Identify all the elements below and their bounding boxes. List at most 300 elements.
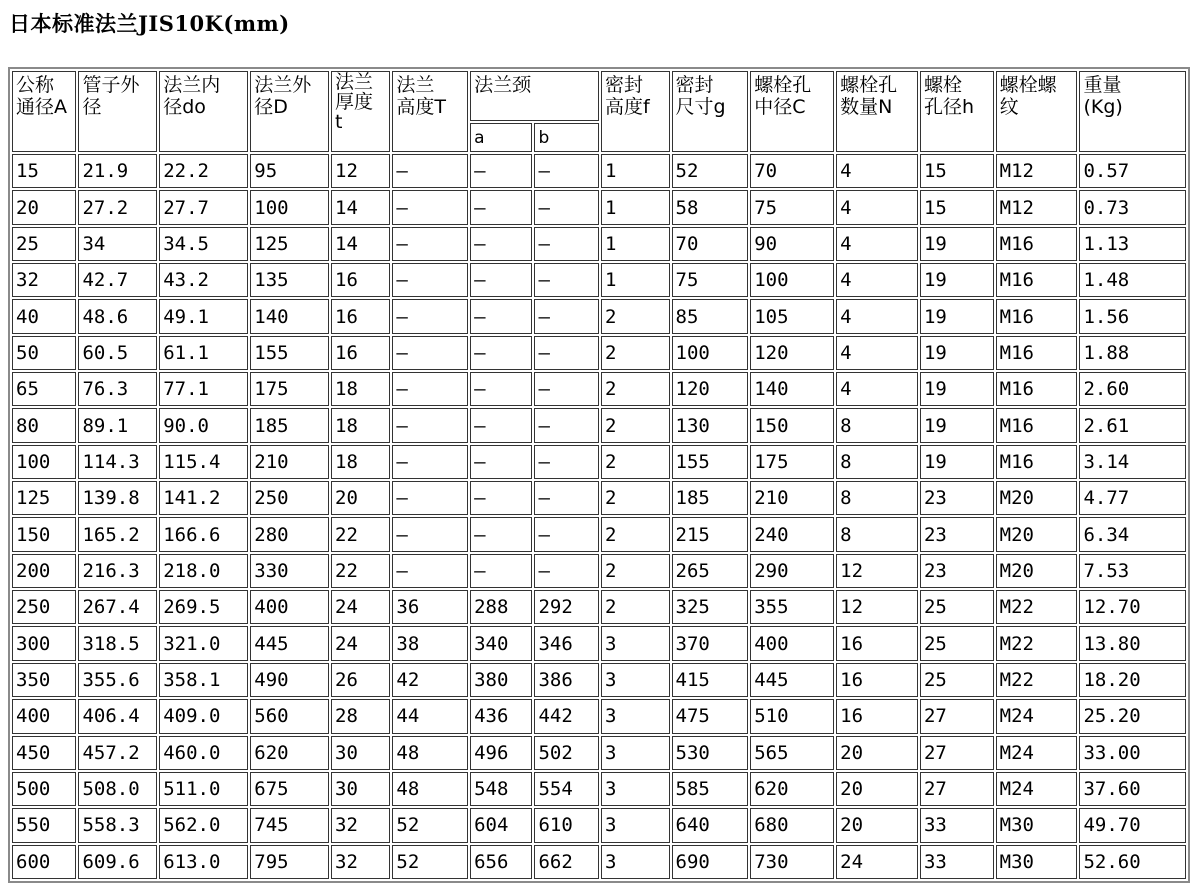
table-cell: – bbox=[470, 372, 532, 406]
table-cell: M16 bbox=[996, 336, 1078, 370]
table-cell: 8 bbox=[836, 517, 918, 551]
table-cell: 24 bbox=[331, 626, 390, 660]
table-cell: 120 bbox=[672, 372, 749, 406]
table-cell: 125 bbox=[250, 227, 329, 261]
table-cell: 20 bbox=[12, 190, 76, 224]
table-cell: 4 bbox=[836, 154, 918, 188]
table-cell: 2.60 bbox=[1079, 372, 1186, 406]
table-cell: 215 bbox=[672, 517, 749, 551]
table-cell: – bbox=[534, 445, 598, 479]
table-cell: 346 bbox=[534, 626, 598, 660]
table-cell: 25 bbox=[920, 590, 994, 624]
table-cell: – bbox=[392, 408, 468, 442]
table-cell: 23 bbox=[920, 517, 994, 551]
table-cell: 2 bbox=[601, 517, 670, 551]
table-cell: 175 bbox=[250, 372, 329, 406]
table-cell: 12 bbox=[331, 154, 390, 188]
table-cell: 548 bbox=[470, 772, 532, 806]
table-cell: 16 bbox=[331, 263, 390, 297]
table-cell: 18 bbox=[331, 408, 390, 442]
table-cell: – bbox=[534, 336, 598, 370]
table-row bbox=[12, 154, 1186, 188]
table-cell: 4 bbox=[836, 372, 918, 406]
table-cell: 44 bbox=[392, 699, 468, 733]
table-cell: – bbox=[534, 408, 598, 442]
table-cell: 4 bbox=[836, 227, 918, 261]
table-cell: 380 bbox=[470, 663, 532, 697]
table-row bbox=[12, 736, 1186, 770]
col-header-seal-height: 密封 高度f bbox=[601, 71, 670, 152]
table-cell: 269.5 bbox=[159, 590, 248, 624]
table-cell: 115.4 bbox=[159, 445, 248, 479]
table-cell: 16 bbox=[836, 699, 918, 733]
table-row bbox=[12, 699, 1186, 733]
table-cell: 562.0 bbox=[159, 808, 248, 842]
table-cell: 100 bbox=[672, 336, 749, 370]
table-cell: – bbox=[392, 517, 468, 551]
table-cell: 100 bbox=[750, 263, 834, 297]
table-row bbox=[12, 227, 1186, 261]
table-cell: 114.3 bbox=[78, 445, 157, 479]
table-row bbox=[12, 554, 1186, 588]
table-cell: 690 bbox=[672, 845, 749, 879]
table-cell: 140 bbox=[750, 372, 834, 406]
table-cell: M16 bbox=[996, 372, 1078, 406]
table-cell: 13.80 bbox=[1079, 626, 1186, 660]
col-header-weight: 重量 (Kg) bbox=[1079, 71, 1186, 152]
table-cell: 640 bbox=[672, 808, 749, 842]
table-cell: 16 bbox=[836, 626, 918, 660]
table-cell: 26 bbox=[331, 663, 390, 697]
table-cell: 16 bbox=[836, 663, 918, 697]
table-cell: 33.00 bbox=[1079, 736, 1186, 770]
col-header-seal-size: 密封 尺寸g bbox=[672, 71, 749, 152]
table-cell: 42.7 bbox=[78, 263, 157, 297]
table-cell: 1.56 bbox=[1079, 299, 1186, 333]
table-cell: 3 bbox=[601, 808, 670, 842]
table-cell: 48 bbox=[392, 736, 468, 770]
table-cell: 450 bbox=[12, 736, 76, 770]
table-cell: – bbox=[470, 336, 532, 370]
table-cell: 90.0 bbox=[159, 408, 248, 442]
table-cell: 370 bbox=[672, 626, 749, 660]
table-cell: 19 bbox=[920, 408, 994, 442]
table-cell: 560 bbox=[250, 699, 329, 733]
col-header-thickness: 法兰 厚度 t bbox=[331, 71, 390, 152]
table-cell: 3 bbox=[601, 845, 670, 879]
table-cell: 1.48 bbox=[1079, 263, 1186, 297]
table-cell: 511.0 bbox=[159, 772, 248, 806]
table-cell: 496 bbox=[470, 736, 532, 770]
table-cell: 745 bbox=[250, 808, 329, 842]
table-cell: 3 bbox=[601, 772, 670, 806]
table-cell: 240 bbox=[750, 517, 834, 551]
table-cell: M16 bbox=[996, 299, 1078, 333]
table-cell: – bbox=[392, 263, 468, 297]
table-cell: 415 bbox=[672, 663, 749, 697]
table-cell: 457.2 bbox=[78, 736, 157, 770]
table-cell: 267.4 bbox=[78, 590, 157, 624]
table-cell: – bbox=[470, 481, 532, 515]
table-cell: 20 bbox=[836, 736, 918, 770]
table-cell: M24 bbox=[996, 699, 1078, 733]
table-cell: M20 bbox=[996, 481, 1078, 515]
table-cell: 12.70 bbox=[1079, 590, 1186, 624]
table-cell: 680 bbox=[750, 808, 834, 842]
table-cell: 105 bbox=[750, 299, 834, 333]
table-cell: 49.1 bbox=[159, 299, 248, 333]
table-cell: – bbox=[470, 263, 532, 297]
table-cell: 2 bbox=[601, 336, 670, 370]
table-cell: 508.0 bbox=[78, 772, 157, 806]
table-cell: 27 bbox=[920, 772, 994, 806]
table-cell: 442 bbox=[534, 699, 598, 733]
table-cell: 175 bbox=[750, 445, 834, 479]
table-cell: – bbox=[534, 154, 598, 188]
table-cell: 554 bbox=[534, 772, 598, 806]
col-header-bolt-hole: 螺栓 孔径h bbox=[920, 71, 994, 152]
table-row bbox=[12, 190, 1186, 224]
table-cell: 358.1 bbox=[159, 663, 248, 697]
table-cell: 2 bbox=[601, 408, 670, 442]
table-cell: 18 bbox=[331, 372, 390, 406]
table-cell: 22 bbox=[331, 517, 390, 551]
table-cell: – bbox=[392, 190, 468, 224]
table-cell: 32 bbox=[12, 263, 76, 297]
table-cell: 2 bbox=[601, 590, 670, 624]
table-cell: 16 bbox=[331, 336, 390, 370]
table-cell: – bbox=[470, 299, 532, 333]
table-cell: 2.61 bbox=[1079, 408, 1186, 442]
table-cell: 585 bbox=[672, 772, 749, 806]
table-cell: 445 bbox=[750, 663, 834, 697]
table-cell: 125 bbox=[12, 481, 76, 515]
table-cell: 565 bbox=[750, 736, 834, 770]
table-cell: 75 bbox=[750, 190, 834, 224]
table-cell: 21.9 bbox=[78, 154, 157, 188]
table-cell: 730 bbox=[750, 845, 834, 879]
table-cell: 3 bbox=[601, 736, 670, 770]
table-cell: 1 bbox=[601, 263, 670, 297]
table-cell: 8 bbox=[836, 408, 918, 442]
table-cell: 436 bbox=[470, 699, 532, 733]
table-cell: 2 bbox=[601, 445, 670, 479]
table-cell: 150 bbox=[12, 517, 76, 551]
table-cell: 32 bbox=[331, 845, 390, 879]
table-row bbox=[12, 263, 1186, 297]
table-cell: 210 bbox=[250, 445, 329, 479]
table-cell: 609.6 bbox=[78, 845, 157, 879]
table-cell: 12 bbox=[836, 590, 918, 624]
table-cell: 1 bbox=[601, 190, 670, 224]
table-cell: – bbox=[392, 299, 468, 333]
table-cell: – bbox=[392, 554, 468, 588]
table-cell: 139.8 bbox=[78, 481, 157, 515]
table-cell: 4 bbox=[836, 263, 918, 297]
table-cell: – bbox=[534, 481, 598, 515]
table-cell: 1 bbox=[601, 154, 670, 188]
table-cell: 490 bbox=[250, 663, 329, 697]
table-cell: – bbox=[470, 445, 532, 479]
table-cell: M16 bbox=[996, 263, 1078, 297]
table-cell: 155 bbox=[672, 445, 749, 479]
table-cell: 18 bbox=[331, 445, 390, 479]
table-cell: 210 bbox=[750, 481, 834, 515]
table-cell: 445 bbox=[250, 626, 329, 660]
table-cell: 610 bbox=[534, 808, 598, 842]
table-cell: 406.4 bbox=[78, 699, 157, 733]
flange-spec-table bbox=[8, 67, 1190, 883]
table-cell: 70 bbox=[750, 154, 834, 188]
table-row bbox=[12, 772, 1186, 806]
table-cell: 216.3 bbox=[78, 554, 157, 588]
table-cell: 1.13 bbox=[1079, 227, 1186, 261]
table-cell: 80 bbox=[12, 408, 76, 442]
table-cell: 40 bbox=[12, 299, 76, 333]
table-cell: – bbox=[392, 154, 468, 188]
table-cell: – bbox=[470, 408, 532, 442]
table-cell: 6.34 bbox=[1079, 517, 1186, 551]
table-cell: – bbox=[470, 554, 532, 588]
table-cell: 15 bbox=[920, 190, 994, 224]
col-header-bolt-circle: 螺栓孔 中径C bbox=[750, 71, 834, 152]
table-cell: 2 bbox=[601, 299, 670, 333]
table-cell: M16 bbox=[996, 227, 1078, 261]
table-cell: 65 bbox=[12, 372, 76, 406]
table-cell: – bbox=[470, 517, 532, 551]
table-cell: 25 bbox=[12, 227, 76, 261]
table-cell: 460.0 bbox=[159, 736, 248, 770]
table-cell: 52 bbox=[392, 845, 468, 879]
table-cell: 19 bbox=[920, 336, 994, 370]
table-cell: 3.14 bbox=[1079, 445, 1186, 479]
table-row bbox=[12, 299, 1186, 333]
table-cell: M24 bbox=[996, 736, 1078, 770]
table-cell: 22 bbox=[331, 554, 390, 588]
page-title: 日本标准法兰JIS10K(mm) bbox=[9, 11, 290, 36]
table-cell: 20 bbox=[836, 772, 918, 806]
table-cell: 25 bbox=[920, 663, 994, 697]
table-cell: 23 bbox=[920, 481, 994, 515]
table-cell: 3 bbox=[601, 663, 670, 697]
table-cell: 2 bbox=[601, 372, 670, 406]
table-cell: 23 bbox=[920, 554, 994, 588]
table-cell: M30 bbox=[996, 808, 1078, 842]
table-cell: 1.88 bbox=[1079, 336, 1186, 370]
table-cell: 250 bbox=[250, 481, 329, 515]
table-cell: M20 bbox=[996, 554, 1078, 588]
table-cell: 75 bbox=[672, 263, 749, 297]
table-row bbox=[12, 517, 1186, 551]
table-cell: 30 bbox=[331, 736, 390, 770]
table-cell: 604 bbox=[470, 808, 532, 842]
table-cell: 130 bbox=[672, 408, 749, 442]
table-cell: 28 bbox=[331, 699, 390, 733]
table-cell: 32 bbox=[331, 808, 390, 842]
table-cell: M12 bbox=[996, 154, 1078, 188]
table-cell: 16 bbox=[331, 299, 390, 333]
table-cell: 85 bbox=[672, 299, 749, 333]
table-cell: – bbox=[470, 154, 532, 188]
table-cell: 52 bbox=[672, 154, 749, 188]
table-cell: – bbox=[534, 299, 598, 333]
table-cell: – bbox=[534, 554, 598, 588]
table-cell: 265 bbox=[672, 554, 749, 588]
table-cell: 20 bbox=[836, 808, 918, 842]
table-cell: 36 bbox=[392, 590, 468, 624]
table-cell: 15 bbox=[12, 154, 76, 188]
table-cell: 61.1 bbox=[159, 336, 248, 370]
table-cell: 292 bbox=[534, 590, 598, 624]
table-cell: 250 bbox=[12, 590, 76, 624]
table-cell: 355.6 bbox=[78, 663, 157, 697]
table-cell: 15 bbox=[920, 154, 994, 188]
table-cell: M30 bbox=[996, 845, 1078, 879]
table-cell: – bbox=[470, 190, 532, 224]
table-cell: 24 bbox=[836, 845, 918, 879]
table-cell: 155 bbox=[250, 336, 329, 370]
table-cell: 27.2 bbox=[78, 190, 157, 224]
table-cell: 19 bbox=[920, 445, 994, 479]
table-cell: 200 bbox=[12, 554, 76, 588]
table-cell: – bbox=[470, 227, 532, 261]
table-cell: 95 bbox=[250, 154, 329, 188]
table-cell: 3 bbox=[601, 699, 670, 733]
col-header-neck: 法兰颈 bbox=[470, 71, 599, 121]
table-cell: 19 bbox=[920, 372, 994, 406]
col-header-height: 法兰 高度T bbox=[392, 71, 468, 152]
table-cell: 42 bbox=[392, 663, 468, 697]
table-cell: 675 bbox=[250, 772, 329, 806]
table-cell: M16 bbox=[996, 408, 1078, 442]
table-cell: 4 bbox=[836, 299, 918, 333]
table-cell: 19 bbox=[920, 263, 994, 297]
table-cell: 140 bbox=[250, 299, 329, 333]
table-cell: 500 bbox=[12, 772, 76, 806]
table-cell: 24 bbox=[331, 590, 390, 624]
table-cell: 25 bbox=[920, 626, 994, 660]
table-row bbox=[12, 808, 1186, 842]
table-cell: 33 bbox=[920, 808, 994, 842]
table-row bbox=[12, 445, 1186, 479]
col-header-flange-od: 法兰外 径D bbox=[250, 71, 329, 152]
table-cell: 48.6 bbox=[78, 299, 157, 333]
table-cell: 620 bbox=[750, 772, 834, 806]
table-cell: 4 bbox=[836, 336, 918, 370]
table-row bbox=[12, 336, 1186, 370]
table-row bbox=[12, 481, 1186, 515]
table-cell: 510 bbox=[750, 699, 834, 733]
table-cell: 620 bbox=[250, 736, 329, 770]
table-cell: 662 bbox=[534, 845, 598, 879]
table-cell: 321.0 bbox=[159, 626, 248, 660]
table-cell: 58 bbox=[672, 190, 749, 224]
table-cell: – bbox=[534, 372, 598, 406]
table-cell: – bbox=[534, 190, 598, 224]
table-cell: 218.0 bbox=[159, 554, 248, 588]
table-cell: – bbox=[534, 263, 598, 297]
table-cell: 386 bbox=[534, 663, 598, 697]
table-cell: 0.57 bbox=[1079, 154, 1186, 188]
table-cell: 43.2 bbox=[159, 263, 248, 297]
table-cell: 325 bbox=[672, 590, 749, 624]
table-cell: 120 bbox=[750, 336, 834, 370]
table-cell: 70 bbox=[672, 227, 749, 261]
table-cell: 2 bbox=[601, 481, 670, 515]
table-cell: 77.1 bbox=[159, 372, 248, 406]
table-cell: 20 bbox=[331, 481, 390, 515]
table-row bbox=[12, 408, 1186, 442]
table-cell: 89.1 bbox=[78, 408, 157, 442]
table-cell: M22 bbox=[996, 663, 1078, 697]
table-cell: 48 bbox=[392, 772, 468, 806]
table-cell: 135 bbox=[250, 263, 329, 297]
table-cell: 340 bbox=[470, 626, 532, 660]
table-cell: 150 bbox=[750, 408, 834, 442]
table-cell: 27 bbox=[920, 699, 994, 733]
table-cell: 300 bbox=[12, 626, 76, 660]
table-cell: M12 bbox=[996, 190, 1078, 224]
table-row bbox=[12, 663, 1186, 697]
table-cell: 475 bbox=[672, 699, 749, 733]
table-cell: 38 bbox=[392, 626, 468, 660]
table-cell: M24 bbox=[996, 772, 1078, 806]
table-cell: 8 bbox=[836, 481, 918, 515]
table-cell: 290 bbox=[750, 554, 834, 588]
table-cell: 600 bbox=[12, 845, 76, 879]
table-cell: 350 bbox=[12, 663, 76, 697]
table-cell: 19 bbox=[920, 299, 994, 333]
table-cell: – bbox=[392, 336, 468, 370]
col-header-neck-b: b bbox=[534, 123, 598, 152]
table-row bbox=[12, 372, 1186, 406]
table-cell: 14 bbox=[331, 190, 390, 224]
table-cell: 49.70 bbox=[1079, 808, 1186, 842]
table-cell: 185 bbox=[250, 408, 329, 442]
table-cell: 280 bbox=[250, 517, 329, 551]
table-cell: 4 bbox=[836, 190, 918, 224]
col-header-nominal: 公称 通径A bbox=[12, 71, 76, 152]
table-cell: 3 bbox=[601, 626, 670, 660]
table-cell: 530 bbox=[672, 736, 749, 770]
table-cell: 27 bbox=[920, 736, 994, 770]
table-cell: 76.3 bbox=[78, 372, 157, 406]
table-cell: 34 bbox=[78, 227, 157, 261]
table-row bbox=[12, 590, 1186, 624]
table-cell: 18.20 bbox=[1079, 663, 1186, 697]
table-row bbox=[12, 626, 1186, 660]
table-cell: – bbox=[392, 372, 468, 406]
col-header-bolt-count: 螺栓孔 数量N bbox=[836, 71, 918, 152]
table-cell: – bbox=[534, 227, 598, 261]
table-cell: – bbox=[392, 445, 468, 479]
table-cell: 166.6 bbox=[159, 517, 248, 551]
table-cell: 330 bbox=[250, 554, 329, 588]
table-cell: 2 bbox=[601, 554, 670, 588]
header-row bbox=[12, 71, 1186, 121]
table-cell: 185 bbox=[672, 481, 749, 515]
table-cell: 60.5 bbox=[78, 336, 157, 370]
table-cell: 355 bbox=[750, 590, 834, 624]
table-cell: M22 bbox=[996, 590, 1078, 624]
col-header-neck-a: a bbox=[470, 123, 532, 152]
table-cell: 37.60 bbox=[1079, 772, 1186, 806]
table-cell: 613.0 bbox=[159, 845, 248, 879]
table-cell: 19 bbox=[920, 227, 994, 261]
table-cell: 34.5 bbox=[159, 227, 248, 261]
table-cell: 400 bbox=[250, 590, 329, 624]
table-cell: 409.0 bbox=[159, 699, 248, 733]
